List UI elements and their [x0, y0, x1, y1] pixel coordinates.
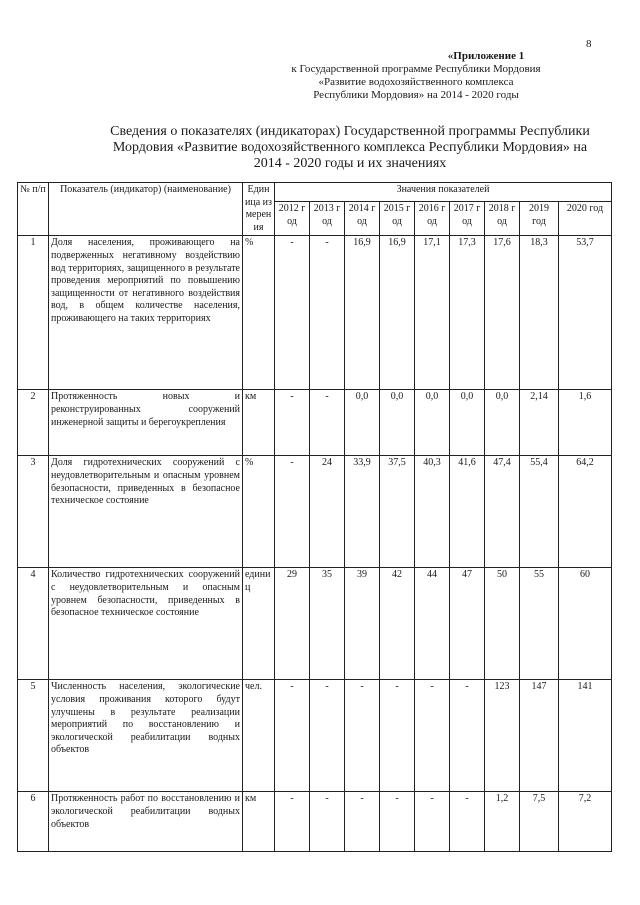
value-cell: -	[310, 680, 345, 792]
value-cell: 40,3	[415, 456, 450, 568]
header-num: № п/п	[18, 183, 49, 236]
value-cell: 2,14	[520, 390, 559, 456]
value-cell: -	[345, 792, 380, 852]
value-cell: -	[450, 680, 485, 792]
value-cell: 18,3	[520, 236, 559, 390]
value-cell: 47	[450, 568, 485, 680]
value-cell: 44	[415, 568, 450, 680]
table-row	[18, 792, 612, 852]
value-cell: -	[275, 680, 310, 792]
value-cell: 0,0	[485, 390, 520, 456]
appendix-title: «Приложение 1	[447, 50, 525, 62]
value-cell: 41,6	[450, 456, 485, 568]
header-year: 2016 год	[415, 202, 450, 236]
value-cell: 33,9	[345, 456, 380, 568]
unit-cell: единиц	[243, 568, 275, 680]
value-cell: 39	[345, 568, 380, 680]
value-cell: 42	[380, 568, 415, 680]
row-number: 3	[18, 456, 49, 568]
unit-cell: чел.	[243, 680, 275, 792]
value-cell: 55,4	[520, 456, 559, 568]
value-cell: -	[310, 792, 345, 852]
header-values-group: Значения показателей	[275, 183, 612, 202]
header-year: 2012 год	[275, 202, 310, 236]
value-cell: 0,0	[380, 390, 415, 456]
table-row	[18, 456, 612, 568]
value-cell: -	[275, 390, 310, 456]
appendix-line-2: «Развитие водохозяйственного комплекса	[318, 76, 514, 88]
indicator-name: Численность населения, экологические условия проживания которого будут улучшены в результате реализации мероприятий по восстановлению и экологической реабилитации водных объектов	[49, 680, 243, 792]
value-cell: 7,5	[520, 792, 559, 852]
value-cell: 17,3	[450, 236, 485, 390]
value-cell: 1,6	[559, 390, 612, 456]
header-year: 2019 год	[520, 202, 559, 236]
value-cell: -	[275, 236, 310, 390]
appendix-line-1: к Государственной программе Республики Мордовия	[291, 63, 541, 75]
value-cell: -	[380, 792, 415, 852]
value-cell: 147	[520, 680, 559, 792]
value-cell: 24	[310, 456, 345, 568]
indicator-name: Доля населения, проживающего на подверженных негативному воздействию вод территориях, защищенного в результате проведения мероприятий по повышению защищенности от негативного воздействия вод, в общем количестве населения, проживающего на таких территориях	[49, 236, 243, 390]
unit-cell: %	[243, 456, 275, 568]
appendix-line-3: Республики Мордовия» на 2014 - 2020 годы	[313, 89, 519, 101]
value-cell: 0,0	[415, 390, 450, 456]
value-cell: 37,5	[380, 456, 415, 568]
value-cell: 17,6	[485, 236, 520, 390]
header-year: 2014 год	[345, 202, 380, 236]
value-cell: 123	[485, 680, 520, 792]
value-cell: 50	[485, 568, 520, 680]
value-cell: 35	[310, 568, 345, 680]
value-cell: -	[415, 792, 450, 852]
row-number: 4	[18, 568, 49, 680]
value-cell: -	[450, 792, 485, 852]
value-cell: -	[310, 390, 345, 456]
header-year: 2017 год	[450, 202, 485, 236]
value-cell: 53,7	[559, 236, 612, 390]
value-cell: -	[345, 680, 380, 792]
indicator-name: Протяженность новых и реконструированных сооружений инженерной защиты и берегоукрепления	[49, 390, 243, 456]
header-unit: Единица измерения	[243, 183, 275, 236]
table-row	[18, 236, 612, 390]
document-title: Сведения о показателях (индикаторах) Государственной программы Республики Мордовия «Развитие водохозяйственного комплекса Республики Мордовия» на 2014 - 2020 годы и их значениях	[110, 124, 590, 171]
value-cell: 0,0	[345, 390, 380, 456]
value-cell: 1,2	[485, 792, 520, 852]
value-cell: 17,1	[415, 236, 450, 390]
indicator-name: Доля гидротехнических сооружений с неудовлетворительным и опасным уровнем безопасности, приведенных в безопасное техническое состояние	[49, 456, 243, 568]
header-indicator: Показатель (индикатор) (наименование)	[49, 183, 243, 236]
page-number: 8	[586, 38, 592, 50]
value-cell: 64,2	[559, 456, 612, 568]
row-number: 1	[18, 236, 49, 390]
value-cell: -	[275, 456, 310, 568]
header-year: 2015 год	[380, 202, 415, 236]
indicator-name: Протяженность работ по восстановлению и экологической реабилитации водных объектов	[49, 792, 243, 852]
row-number: 5	[18, 680, 49, 792]
header-year: 2013 год	[310, 202, 345, 236]
unit-cell: %	[243, 236, 275, 390]
row-number: 6	[18, 792, 49, 852]
value-cell: 47,4	[485, 456, 520, 568]
value-cell: 55	[520, 568, 559, 680]
table-row	[18, 390, 612, 456]
value-cell: 29	[275, 568, 310, 680]
value-cell: -	[275, 792, 310, 852]
value-cell: 16,9	[380, 236, 415, 390]
value-cell: -	[380, 680, 415, 792]
row-number: 2	[18, 390, 49, 456]
value-cell: 60	[559, 568, 612, 680]
table-row	[18, 568, 612, 680]
appendix-header	[256, 50, 576, 102]
value-cell: 16,9	[345, 236, 380, 390]
header-year: 2018 год	[485, 202, 520, 236]
unit-cell: км	[243, 390, 275, 456]
header-year: 2020 год	[559, 202, 612, 236]
value-cell: 7,2	[559, 792, 612, 852]
table-row	[18, 680, 612, 792]
indicators-table	[17, 182, 612, 852]
value-cell: 141	[559, 680, 612, 792]
value-cell: -	[415, 680, 450, 792]
value-cell: -	[310, 236, 345, 390]
unit-cell: км	[243, 792, 275, 852]
value-cell: 0,0	[450, 390, 485, 456]
indicator-name: Количество гидротехнических сооружений с неудовлетворительным и опасным уровнем безопасности, приведенных в безопасное техническое состояние	[49, 568, 243, 680]
